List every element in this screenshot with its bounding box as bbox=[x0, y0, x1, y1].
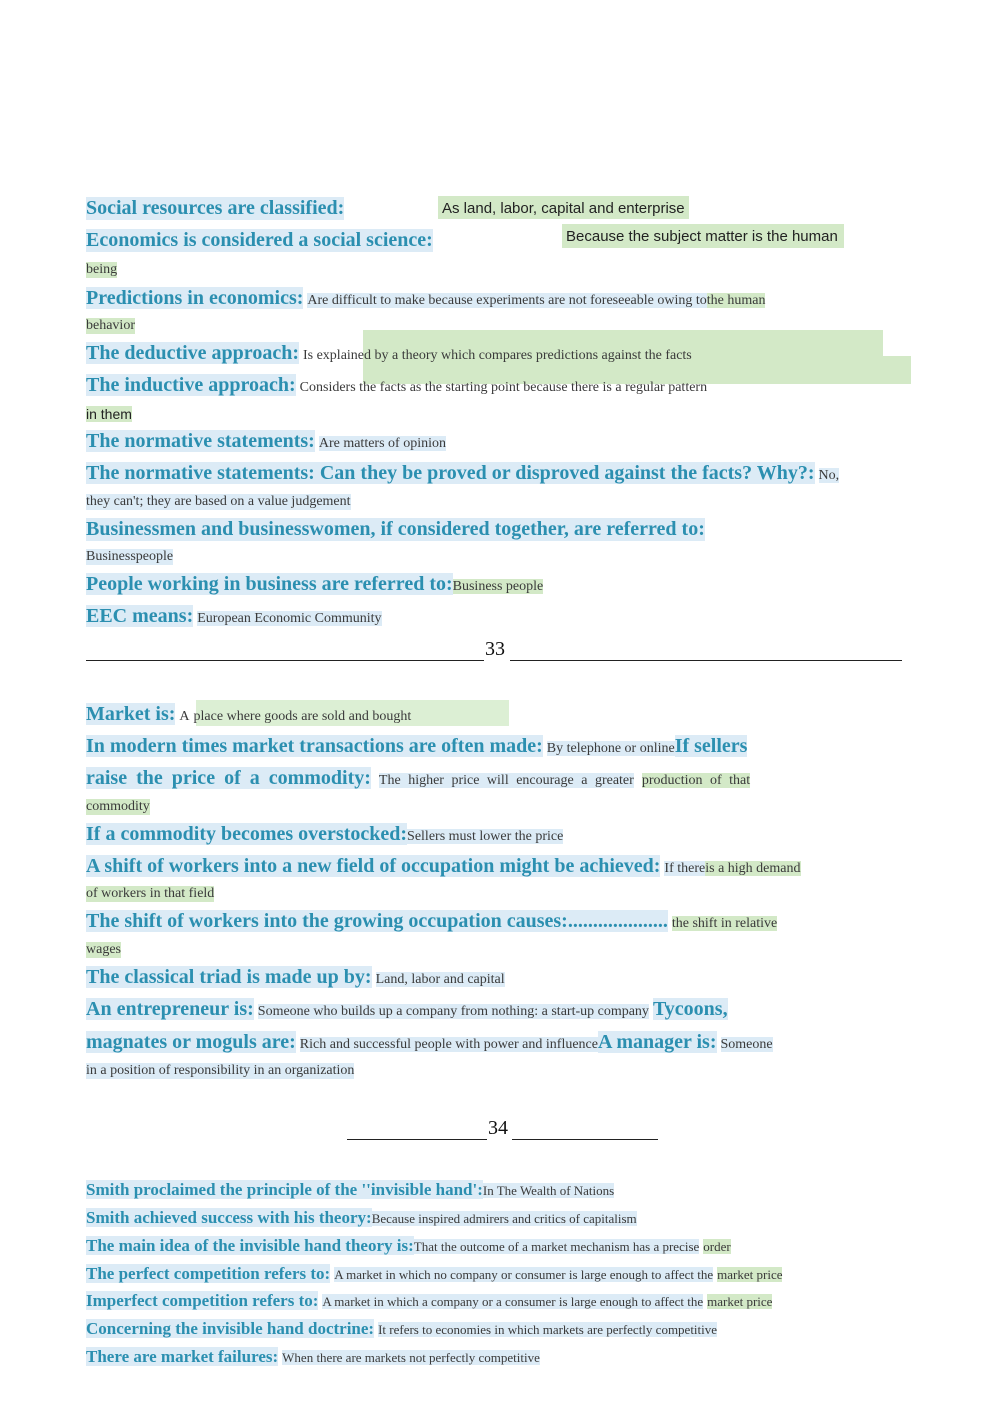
line-eec bbox=[86, 605, 916, 628]
answer-shift-achieved: If there bbox=[664, 861, 706, 876]
line-modern-times bbox=[86, 735, 916, 758]
answer-main-idea-highlight: order bbox=[703, 1239, 731, 1254]
question-overstocked: If a commodity becomes overstocked: bbox=[86, 823, 408, 845]
question-tycoons-start: Tycoons, bbox=[652, 998, 728, 1020]
page-number-2: 34 bbox=[488, 1117, 508, 1139]
line-invisible-hand-doctrine bbox=[86, 1319, 916, 1339]
answer-inductive-cont: in them bbox=[86, 406, 132, 422]
question-deductive: The deductive approach: bbox=[86, 342, 299, 364]
answer-imperfect-competition-highlight: market price bbox=[707, 1294, 773, 1309]
question-raise-price: raise the price of a commodity: bbox=[86, 767, 371, 789]
question-normative: The normative statements: bbox=[86, 430, 315, 452]
answer-normative: Are matters of opinion bbox=[318, 436, 446, 451]
answer-perfect-competition: A market in which no company or consumer is large enough to affect the bbox=[334, 1267, 714, 1282]
line-classical-triad bbox=[86, 966, 916, 989]
line-deductive bbox=[86, 342, 916, 365]
separator-right bbox=[510, 660, 902, 661]
question-market: Market is: bbox=[86, 703, 176, 725]
line-market-failures bbox=[86, 1347, 916, 1367]
line-perfect-competition bbox=[86, 1264, 916, 1284]
line-raise-price bbox=[86, 767, 916, 790]
answer-invisible-hand-doctrine: It refers to economies in which markets are perfectly competitive bbox=[378, 1322, 718, 1337]
question-normative-why: The normative statements: Can they be proved or disproved against the facts? Why?: bbox=[86, 462, 815, 484]
answer-shift-achieved-cont: of workers in that field bbox=[86, 886, 215, 901]
line-magnates bbox=[86, 1031, 916, 1054]
question-sellers-start: If sellers bbox=[674, 735, 748, 757]
answer-shift-achieved-highlight: is a high demand bbox=[705, 861, 801, 876]
answer-raise-price-cont: commodity bbox=[86, 799, 150, 814]
answer-predictions-cont: behavior bbox=[86, 318, 135, 333]
line-smith-proclaimed bbox=[86, 1180, 916, 1200]
answer-businesspeople: Businesspeople bbox=[86, 549, 174, 564]
page-number: 33 bbox=[485, 638, 505, 660]
question-invisible-hand-doctrine: Concerning the invisible hand doctrine: bbox=[86, 1319, 375, 1338]
answer-modern-times: By telephone or online bbox=[546, 741, 675, 756]
question-smith-proclaimed: Smith proclaimed the principle of the ''invisible hand': bbox=[86, 1180, 483, 1199]
answer-main-idea: That the outcome of a market mechanism has a precise bbox=[413, 1239, 700, 1254]
answer-market-failures: When there are markets not perfectly competitive bbox=[282, 1350, 540, 1365]
answer-smith-success: Because inspired admirers and critics of capitalism bbox=[371, 1211, 637, 1226]
question-predictions: Predictions in economics: bbox=[86, 287, 304, 309]
question-inductive: The inductive approach: bbox=[86, 374, 296, 396]
answer-predictions: Are difficult to make because experiments are not foreseeable owing to bbox=[307, 293, 707, 308]
question-market-failures: There are market failures: bbox=[86, 1347, 279, 1366]
line-market bbox=[86, 703, 916, 726]
question-entrepreneur: An entrepreneur is: bbox=[86, 998, 254, 1020]
line-normative-why bbox=[86, 462, 916, 485]
question-manager: A manager is: bbox=[597, 1031, 717, 1053]
separator-right-2 bbox=[512, 1139, 658, 1140]
answer-imperfect-competition: A market in which a company or a consumer is large enough to affect the bbox=[322, 1294, 704, 1309]
answer-manager: Someone bbox=[720, 1037, 773, 1052]
line-smith-success bbox=[86, 1208, 916, 1228]
answer-perfect-competition-highlight: market price bbox=[717, 1267, 783, 1282]
answer-raise-price-highlight: production of that bbox=[641, 773, 751, 788]
separator-left-2 bbox=[347, 1139, 487, 1140]
question-shift-achieved: A shift of workers into a new field of occupation might be achieved: bbox=[86, 855, 661, 877]
question-businesspeople: Businessmen and businesswomen, if considered together, are referred to: bbox=[86, 518, 705, 540]
answer-social-resources: As land, labor, capital and enterprise bbox=[438, 196, 689, 219]
question-magnates: magnates or moguls are: bbox=[86, 1031, 296, 1053]
answer-raise-price: The higher price will encourage a greater bbox=[378, 773, 634, 788]
question-social-science: Economics is considered a social science: bbox=[86, 229, 433, 251]
line-shift-achieved bbox=[86, 855, 916, 878]
line-people-business bbox=[86, 573, 916, 596]
line-inductive bbox=[86, 374, 916, 397]
line-overstocked bbox=[86, 823, 916, 846]
line-main-idea bbox=[86, 1236, 916, 1256]
answer-classical-triad: Land, labor and capital bbox=[375, 972, 505, 987]
answer-normative-why: No, bbox=[818, 468, 840, 483]
answer-manager-cont: in a position of responsibility in an organization bbox=[86, 1063, 355, 1078]
line-imperfect-competition bbox=[86, 1291, 916, 1311]
question-modern-times: In modern times market transactions are often made: bbox=[86, 735, 543, 757]
answer-social-science-cont: being bbox=[86, 262, 118, 277]
answer-predictions-highlight: the human bbox=[706, 293, 766, 308]
answer-social-science: Because the subject matter is the human bbox=[562, 224, 844, 248]
question-smith-success: Smith achieved success with his theory: bbox=[86, 1208, 372, 1227]
line-predictions bbox=[86, 287, 916, 310]
question-shift-causes: The shift of workers into the growing occupation causes:.................... bbox=[86, 910, 668, 932]
answer-shift-causes: the shift in relative bbox=[671, 916, 778, 931]
answer-normative-why-cont: they can't; they are based on a value judgement bbox=[86, 494, 351, 509]
answer-magnates: Rich and successful people with power and influence bbox=[299, 1037, 598, 1052]
line-shift-causes bbox=[86, 910, 916, 933]
question-eec: EEC means: bbox=[86, 605, 194, 627]
answer-market-article: A bbox=[179, 709, 190, 724]
question-main-idea: The main idea of the invisible hand theory is: bbox=[86, 1236, 414, 1255]
answer-market: place where goods are sold and bought bbox=[193, 709, 412, 724]
answer-shift-causes-cont: wages bbox=[86, 942, 121, 957]
question-people-business: People working in business are referred to: bbox=[86, 573, 453, 595]
answer-deductive: Is explained by a theory which compares predictions against the facts bbox=[302, 348, 692, 363]
answer-overstocked: Sellers must lower the price bbox=[407, 829, 564, 844]
line-normative bbox=[86, 430, 916, 453]
answer-smith-proclaimed: In The Wealth of Nations bbox=[482, 1183, 615, 1198]
question-perfect-competition: The perfect competition refers to: bbox=[86, 1264, 331, 1283]
answer-eec: European Economic Community bbox=[197, 611, 382, 626]
question-classical-triad: The classical triad is made up by: bbox=[86, 966, 372, 988]
separator-left bbox=[86, 660, 484, 661]
answer-entrepreneur: Someone who builds up a company from nothing: a start-up company bbox=[257, 1004, 649, 1019]
question-social-resources: Social resources are classified: bbox=[86, 197, 345, 219]
line-entrepreneur bbox=[86, 998, 916, 1021]
question-imperfect-competition: Imperfect competition refers to: bbox=[86, 1291, 319, 1310]
answer-people-business: Business people bbox=[452, 579, 544, 594]
answer-inductive: Considers the facts as the starting point because there is a regular pattern bbox=[299, 380, 708, 395]
